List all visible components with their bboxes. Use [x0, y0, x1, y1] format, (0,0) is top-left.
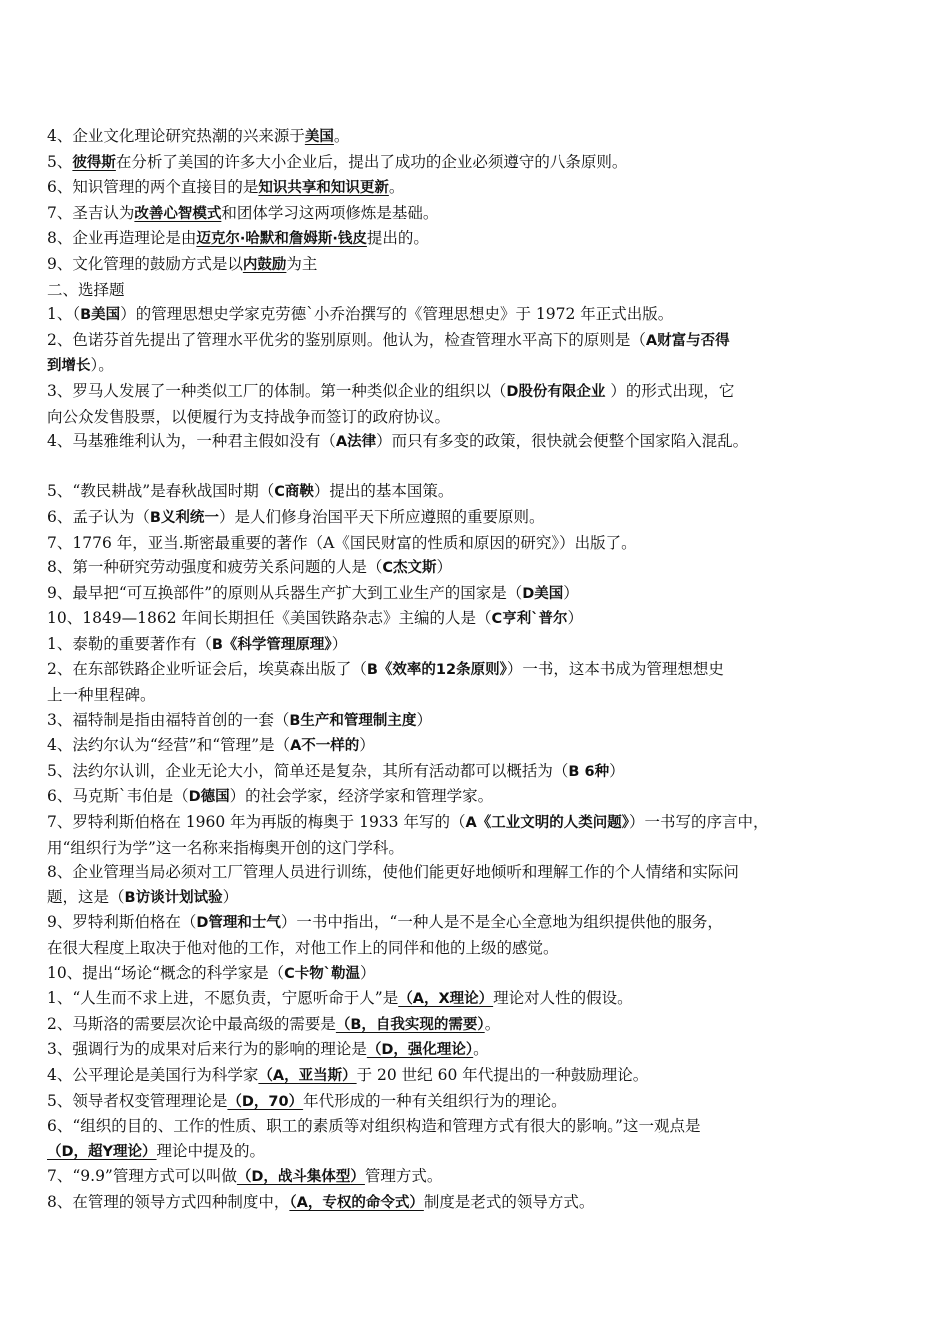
- question-text: 理论对人性的假设。: [493, 989, 633, 1008]
- question-text: 3、福特制是指由福特首创的一套（: [47, 710, 290, 729]
- answer-text: B访谈计划试验: [124, 889, 223, 906]
- text-line: [47, 733, 917, 759]
- answer-text: （A，亚当斯）: [258, 1067, 357, 1084]
- question-text: 5、领导者权变管理理论是: [47, 1091, 228, 1110]
- text-line: [47, 759, 917, 785]
- question-text: 3、强调行为的成果对后来行为的影响的理论是: [47, 1040, 367, 1059]
- answer-text: C亨利`普尔: [491, 611, 568, 628]
- answer-text: 到增长: [47, 358, 91, 375]
- question-text: 于 20 世纪 60 年代提出的一种鼓励理论。: [356, 1065, 649, 1084]
- question-text: 10、提出“场论“概念的科学家是（: [47, 963, 285, 982]
- question-text: 8、第一种研究劳动强度和疲劳关系问题的人是（: [47, 558, 383, 577]
- text-line: [47, 885, 917, 911]
- text-line: [47, 1139, 917, 1165]
- text-line: [47, 784, 917, 810]
- text-line: [47, 1089, 917, 1115]
- question-text: 管理方式。: [364, 1167, 443, 1186]
- text-line: [47, 936, 917, 961]
- answer-text: A财富与否得: [645, 332, 730, 349]
- text-line: [47, 810, 917, 836]
- question-text: 2、马斯洛的需要层次论中最高级的需要是: [47, 1014, 336, 1033]
- text-line: [47, 581, 917, 607]
- question-text: ）: [416, 710, 432, 729]
- text-line: [47, 479, 917, 505]
- question-text: 年代形成的一种有关组织行为的理论。: [303, 1091, 567, 1110]
- question-text: ）的社会学家，经济学家和管理学家。: [229, 787, 494, 806]
- answer-text: （B，自我实现的需要）: [335, 1016, 485, 1033]
- answer-text: B《效率的12条原则》: [366, 662, 507, 679]
- question-text: 。: [388, 178, 405, 197]
- answer-text: 美国: [304, 129, 334, 145]
- text-line: [47, 1164, 917, 1190]
- text-line: [47, 278, 917, 303]
- text-line: [47, 505, 917, 531]
- question-text: 。: [473, 1040, 489, 1059]
- question-text: 8、企业管理当局必须对工厂管理人员进行训练，使他们能更好地倾听和理解工作的个人情绪和实际问: [47, 863, 739, 882]
- text-line: [47, 150, 917, 176]
- text-line: [47, 836, 917, 861]
- question-text: ）: [567, 609, 583, 628]
- question-text: ）: [436, 558, 453, 577]
- text-line: [47, 683, 917, 708]
- question-text: 6、知识管理的两个直接目的是: [47, 178, 259, 197]
- answer-text: 知识共享和知识更新: [258, 180, 389, 197]
- question-text: ）的管理思想史学家克劳德`小乔治撰写的《管理思想史》于 1972 年正式出版。: [120, 305, 674, 324]
- answer-text: 改善心智模式: [134, 205, 222, 222]
- text-line: [47, 302, 917, 328]
- text-line: [47, 1012, 917, 1038]
- answer-text: （A，X理论）: [398, 991, 494, 1008]
- question-text: ）。: [90, 356, 114, 375]
- text-line: [47, 910, 917, 936]
- text-line: [47, 429, 917, 455]
- question-text: 8、在管理的领导方式四种制度中，: [47, 1192, 290, 1211]
- question-text: 1、（: [47, 305, 81, 324]
- text-line: [47, 405, 917, 430]
- text-line: [47, 555, 917, 581]
- answer-text: B义利统一: [149, 509, 219, 526]
- question-text: 4、公平理论是美国行为科学家: [47, 1065, 259, 1084]
- question-text: 6、马克斯`韦伯是（: [47, 787, 189, 806]
- question-text: 制度是老式的领导方式。: [423, 1192, 595, 1211]
- text-line: [47, 353, 917, 379]
- answer-text: 内鼓励: [242, 256, 287, 273]
- text-line: [47, 606, 917, 632]
- text-line: [47, 961, 917, 987]
- answer-text: A《工业文明的人类问题》: [465, 815, 629, 832]
- question-text: 5、法约尔认训，企业无论大小，简单还是复杂，其所有活动都可以概括为（: [47, 761, 569, 780]
- question-text: 9、罗特利斯伯格在（: [47, 913, 197, 932]
- question-text: 4、企业文化理论研究热潮的兴来源于: [47, 127, 305, 145]
- question-text: 9、最早把“可互换部件”的原则从兵器生产扩大到工业生产的国家是（: [47, 583, 523, 602]
- question-text: ）而只有多变的政策，很快就会便整个国家陷入混乱。: [376, 432, 749, 451]
- text-line: [47, 986, 917, 1012]
- question-text: 用“组织行为学”这一名称来指梅奥开创的这门学科。: [47, 838, 404, 857]
- question-text: 2、色诺芬首先提出了管理水平优劣的鉴别原则。他认为，检查管理水平高下的原则是（: [47, 330, 646, 349]
- question-text: ）: [331, 634, 348, 653]
- question-text: 1、泰勒的重要著作有（: [47, 634, 212, 653]
- question-text: 二、选择题: [47, 280, 125, 299]
- question-text: 8、企业再造理论是由: [47, 229, 197, 248]
- question-text: ）是人们修身治国平天下所应遵照的重要原则。: [218, 507, 545, 526]
- question-text: 6、孟子认为（: [47, 507, 150, 526]
- question-text: ）提出的基本国策。: [313, 482, 454, 501]
- question-text: 4、马基雅维利认为，一种君主假如没有（: [47, 432, 336, 451]
- question-text: 2、在东部铁路企业听证会后，埃莫森出版了（: [47, 660, 367, 679]
- answer-text: B美国: [80, 307, 121, 324]
- answer-text: （D，强化理论）: [366, 1042, 474, 1059]
- question-text: 向公众发售股票，以便履行为支持战争而签订的政府协议。: [47, 407, 451, 426]
- question-text: 7、罗特利斯伯格在 1960 年为再版的梅奥于 1933 年写的（: [47, 813, 466, 832]
- question-text: ）: [222, 887, 239, 906]
- answer-text: A法律: [335, 434, 377, 451]
- question-text: ）: [359, 736, 375, 755]
- question-text: 5、: [47, 152, 73, 171]
- question-text: ）: [609, 761, 625, 780]
- blank-line: [47, 455, 917, 480]
- question-text: ）: [359, 963, 376, 982]
- question-text: 10、1849—1862 年间长期担任《美国铁路杂志》主编的人是（: [47, 609, 492, 628]
- document-body: [47, 124, 917, 1216]
- text-line: [47, 252, 917, 278]
- text-line: [47, 124, 917, 150]
- answer-text: C商鞅: [274, 484, 314, 501]
- answer-text: （D，70）: [227, 1093, 304, 1110]
- text-line: [47, 1063, 917, 1089]
- question-text: 1、“人生而不求上进，不愿负责，宁愿听命于人”是: [47, 989, 399, 1008]
- text-line: [47, 708, 917, 734]
- text-line: [47, 1190, 917, 1216]
- question-text: ）的形式出现，它: [605, 381, 735, 400]
- question-text: 为主: [286, 254, 318, 273]
- question-text: ）一书写的序言中，: [628, 813, 769, 832]
- text-line: [47, 1114, 917, 1139]
- question-text: ）一书，这本书成为管理想想史: [506, 660, 724, 679]
- text-line: [47, 201, 917, 227]
- question-text: 上一种里程碑。: [47, 686, 156, 705]
- text-line: [47, 379, 917, 405]
- question-text: 9、文化管理的鼓励方式是以: [47, 254, 243, 273]
- text-line: [47, 226, 917, 252]
- question-text: 在分析了美国的许多大小企业后，提出了成功的企业必须遵守的八条原则。: [115, 152, 628, 171]
- question-text: 5、“教民耕战”是春秋战国时期（: [47, 482, 275, 501]
- answer-text: C杰文斯: [382, 560, 437, 577]
- question-text: ）: [563, 583, 579, 602]
- text-line: [47, 328, 917, 354]
- answer-text: 迈克尔·哈默和詹姆斯·钱皮: [196, 231, 367, 248]
- answer-text: B《科学管理原理》: [211, 636, 332, 653]
- question-text: 理论中提及的。: [156, 1141, 266, 1160]
- answer-text: D美国: [522, 585, 564, 602]
- answer-text: D股份有限企业: [506, 383, 606, 400]
- answer-text: 彼得斯: [72, 154, 116, 171]
- question-text: 7、1776 年，亚当.斯密最重要的著作（A《国民财富的性质和原因的研究》）出版了。: [47, 533, 637, 552]
- question-text: 4、法约尔认为“经营”和“管理”是（: [47, 736, 291, 755]
- question-text: 。: [484, 1014, 501, 1033]
- question-text: 和团体学习这两项修炼是基础。: [221, 203, 439, 222]
- question-text: 提出的。: [366, 229, 429, 248]
- answer-text: B生产和管理制主度: [289, 712, 417, 729]
- question-text: 。: [333, 127, 350, 145]
- answer-text: C卡物`勒温: [284, 965, 360, 982]
- text-line: [47, 1037, 917, 1063]
- question-text: 7、圣吉认为: [47, 203, 135, 222]
- answer-text: （A，专权的命令式）: [289, 1194, 424, 1211]
- text-line: [47, 860, 917, 885]
- question-text: 在很大程度上取决于他对他的工作，对他工作上的同伴和他的上级的感觉。: [47, 939, 559, 957]
- answer-text: A不一样的: [290, 738, 360, 755]
- answer-text: B 6种: [568, 763, 610, 780]
- text-line: [47, 632, 917, 658]
- text-line: [47, 531, 917, 556]
- answer-text: （D，战斗集体型）: [236, 1169, 365, 1186]
- answer-text: D德国: [188, 789, 230, 806]
- answer-text: D管理和士气: [196, 915, 281, 932]
- question-text: 题，这是（: [47, 887, 125, 906]
- question-text: 7、“9.9”管理方式可以叫做: [47, 1167, 237, 1186]
- question-text: 3、罗马人发展了一种类似工厂的体制。第一种类似企业的组织以（: [47, 381, 507, 400]
- question-text: 6、“组织的目的、工作的性质、职工的素质等对组织构造和管理方式有很大的影响。”这一观点是: [47, 1117, 701, 1136]
- text-line: [47, 657, 917, 683]
- answer-text: （D，超Y理论）: [47, 1143, 157, 1160]
- text-line: [47, 175, 917, 201]
- question-text: ）一书中指出，“一种人是不是全心全意地为组织提供他的服务，: [280, 913, 723, 932]
